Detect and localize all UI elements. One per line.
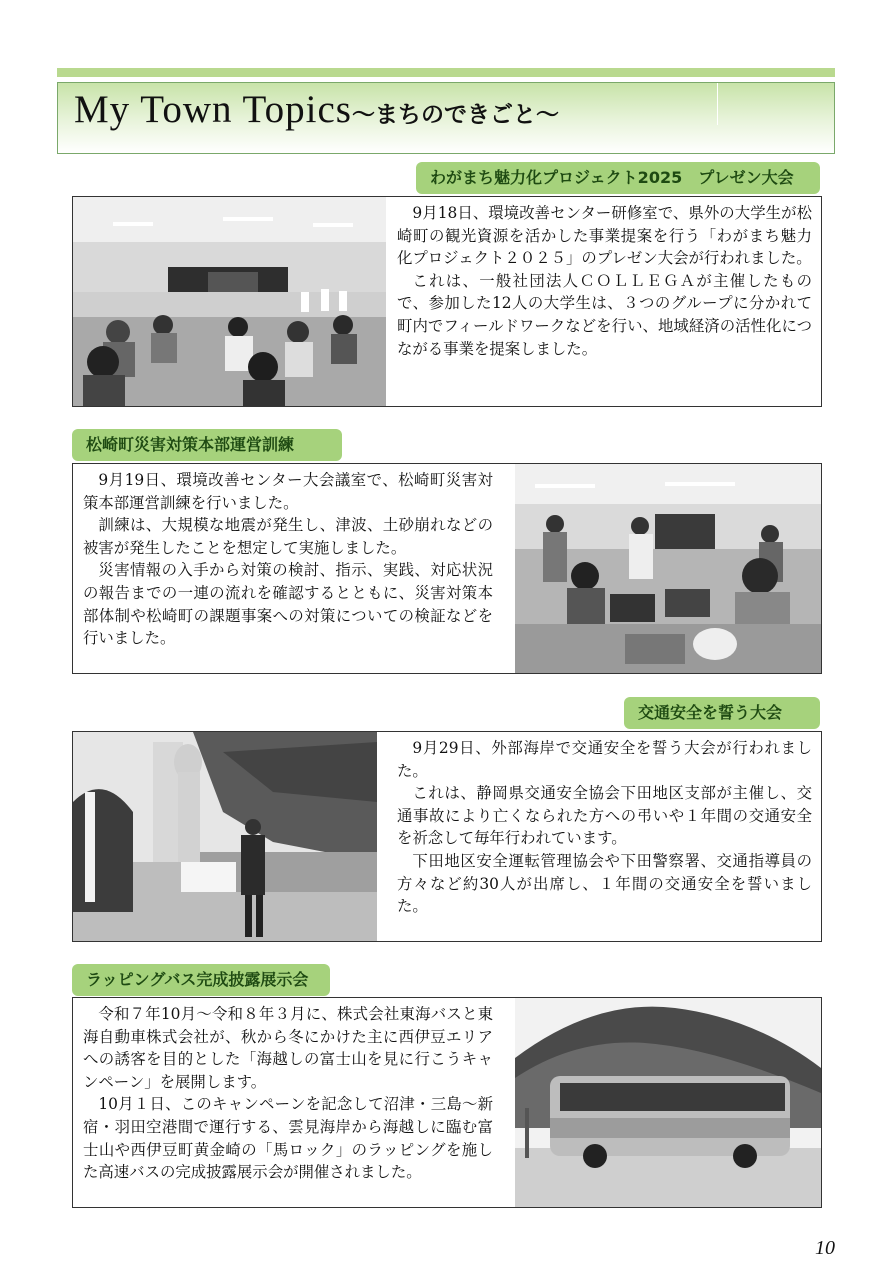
disaster-drill-photo [515,464,821,673]
header-top-rule [57,68,835,77]
page-header [57,82,835,154]
article-3-paragraph-3: 下田地区安全運転管理協会や下田警察署、交通指導員の方々など約30人が出席し、１年間の交通安全を誓いました。 [397,851,812,916]
article-3-body [397,737,812,918]
article-3-heading: 交通安全を誓う大会 [624,697,820,729]
article-2-heading: 松崎町災害対策本部運営訓練 [72,429,342,461]
page-title-jp: ～まちのできごと～ [351,102,559,128]
article-2-paragraph-2: 訓練は、大規模な地震が発生し、津波、土砂崩れなどの被害が発生したことを想定して実施しました。 [83,516,493,557]
article-3-paragraph-1: 9月29日、外部海岸で交通安全を誓う大会が行われました。 [397,739,812,780]
article-1-heading: わがまち魅力化プロジェクト2025 プレゼン大会 [416,162,820,194]
page-title-en: My Town Topics [74,88,352,131]
article-2-paragraph-1: 9月19日、環境改善センター大会議室で、松崎町災害対策本部運営訓練を行いました。 [83,471,493,512]
article-3-paragraph-2: これは、静岡県交通安全協会下田地区支部が主催し、交通事故により亡くなられた方への弔いや１年間の交通安全を祈念して毎年行われています。 [397,784,812,848]
article-1-paragraph-1: 9月18日、環境改善センター研修室で、県外の大学生が松崎町の観光資源を活かした事業提案を行う「わがまち魅力化プロジェクト２０２５」のプレゼン大会が行われました。 [397,204,812,268]
page-title [74,87,559,132]
article-2-body [83,469,493,650]
article-4-paragraph-2: 10月１日、このキャンペーンを記念して沼津・三島～新宿・羽田空港間で運行する、雲見海岸から海越しに臨む富士山や西伊豆町黄金崎の「馬ロック」のラッピングを施した高速バスの完成披露展示会が開催されました。 [83,1095,493,1182]
article-4-heading: ラッピングバス完成披露展示会 [72,964,330,996]
presentation-room-photo [73,197,386,406]
page-number: 10 [815,1237,835,1259]
header-divider [717,83,718,125]
traffic-safety-ceremony-photo [73,732,377,941]
article-1-body [397,202,812,360]
article-2-paragraph-3: 災害情報の入手から対策の検討、指示、実践、対応状況の報告までの一連の流れを確認するとともに、災害対策本部体制や松崎町の課題事案への対策についての検証などを行いました。 [83,561,493,648]
article-1-paragraph-2: これは、一般社団法人ＣＯＬＬＥＧＡが主催したもので、参加した12人の大学生は、３つのグループに分かれて町内でフィールドワークなどを行い、地域経済の活性化につながる事業を提案しました。 [397,271,812,358]
article-4-body [83,1003,493,1184]
wrapped-bus-photo [515,998,821,1207]
article-4-paragraph-1: 令和７年10月～令和８年３月に、株式会社東海バスと東海自動車株式会社が、秋から冬にかけた主に西伊豆エリアへの誘客を目的とした「海越しの富士山を見に行こうキャンペーン」を展開します。 [83,1005,493,1091]
